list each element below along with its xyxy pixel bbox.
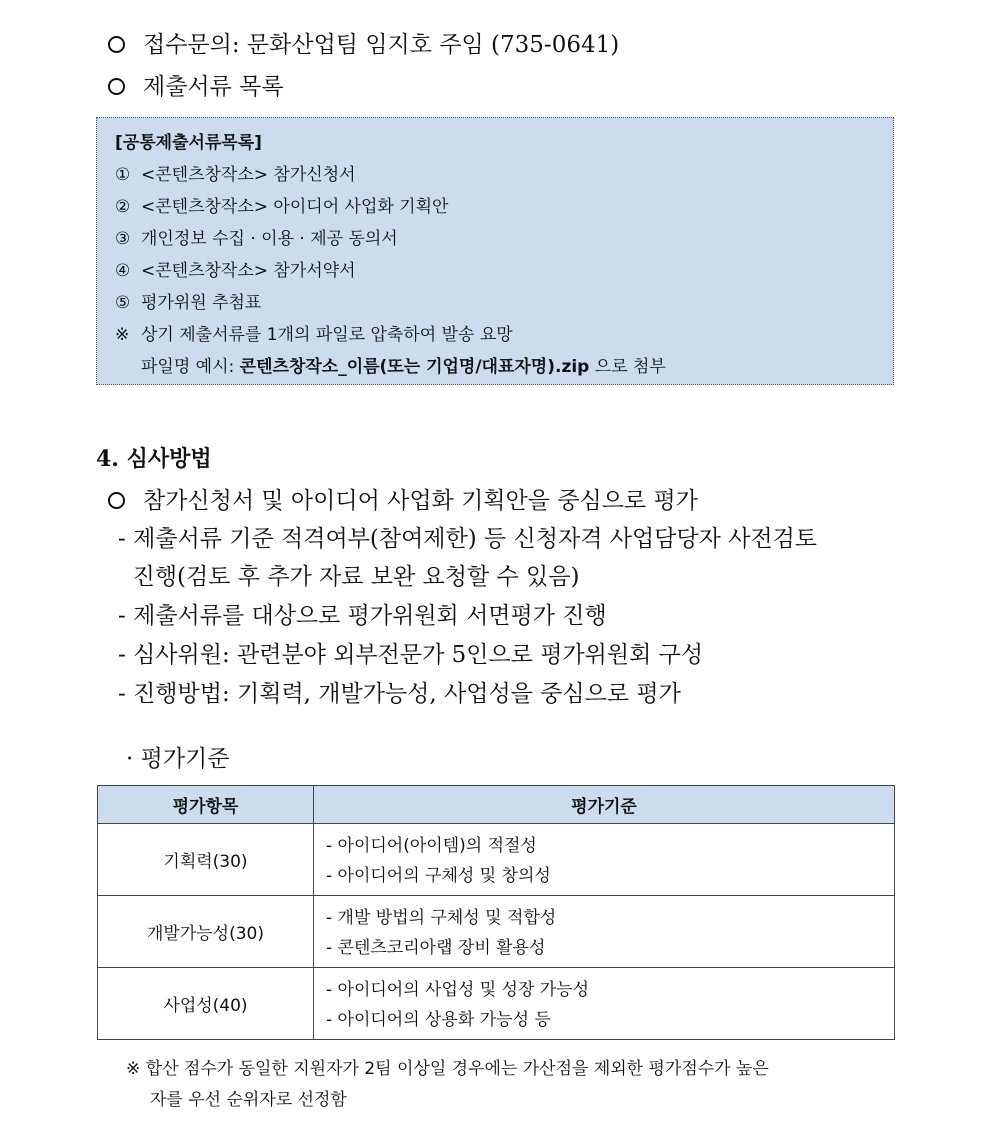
table-row — [98, 824, 895, 896]
section-heading: 4. 심사방법 — [96, 446, 212, 472]
circle-bullet-icon — [108, 36, 125, 53]
doc-item: ② <콘텐츠창작소> 아이디어 사업화 기획안 — [115, 197, 449, 217]
dash-item-continued: 진행(검토 후 추가 자료 보완 요청할 수 있음) — [118, 564, 580, 590]
docbox-title: [공통제출서류목록] — [115, 133, 262, 153]
column-header: 평가항목 — [98, 786, 314, 824]
doc-item: ④ <콘텐츠창작소> 참가서약서 — [115, 261, 356, 281]
criteria-desc: - 아이디어(아이템)의 적절성 - 아이디어의 구체성 및 창의성 — [314, 824, 895, 896]
table-row — [98, 968, 895, 1040]
common-documents-box — [96, 117, 894, 385]
evaluation-criteria-table — [97, 785, 895, 1040]
doc-item: ⑤ 평가위원 추첨표 — [115, 293, 262, 313]
criteria-item: 기획력(30) — [98, 824, 314, 896]
section-main-line: 참가신청서 및 아이디어 사업화 기획안을 중심으로 평가 — [108, 482, 698, 515]
doc-list-title: 제출서류 목록 — [143, 74, 284, 100]
criteria-item: 개발가능성(30) — [98, 896, 314, 968]
column-header: 평가기준 — [314, 786, 895, 824]
footnote-line1: ※ 합산 점수가 동일한 지원자가 2팀 이상일 경우에는 가산점을 제외한 평가점수가 높은 — [126, 1059, 769, 1079]
criteria-item: 사업성(40) — [98, 968, 314, 1040]
circle-bullet-icon — [108, 492, 125, 509]
footnote-mark: ※ — [126, 1059, 141, 1079]
inquiry-line — [108, 26, 619, 59]
criteria-desc: - 아이디어의 사업성 및 성장 가능성 - 아이디어의 상용화 가능성 등 — [314, 968, 895, 1040]
doc-item: ① <콘텐츠창작소> 참가신청서 — [115, 165, 356, 185]
dash-item: - 제출서류를 대상으로 평가위원회 서면평가 진행 — [118, 603, 607, 629]
table-row — [98, 896, 895, 968]
docbox-note: ※ 상기 제출서류를 1개의 파일로 압축하여 발송 요망 — [115, 325, 513, 345]
criteria-desc: - 개발 방법의 구체성 및 적합성 - 콘텐츠코리아랩 장비 활용성 — [314, 896, 895, 968]
dash-item: - 제출서류 기준 적격여부(참여제한) 등 신청자격 사업담당자 사전검토 — [118, 526, 817, 552]
footnote-line2: 자를 우선 순위자로 선정함 — [150, 1090, 347, 1110]
criteria-label: · 평가기준 — [126, 746, 230, 772]
file-example-name: 콘텐츠창작소_이름(또는 기업명/대표자명).zip — [239, 357, 590, 377]
doc-item: ③ 개인정보 수집 · 이용 · 제공 동의서 — [115, 229, 398, 249]
table-header-row — [98, 786, 895, 824]
dash-item: - 심사위원: 관련분야 외부전문가 5인으로 평가위원회 구성 — [118, 642, 704, 668]
dash-item: - 진행방법: 기획력, 개발가능성, 사업성을 중심으로 평가 — [118, 681, 681, 707]
file-name-example: 파일명 예시: 콘텐츠창작소_이름(또는 기업명/대표자명).zip 으로 첨부 — [141, 357, 666, 377]
circle-bullet-icon — [108, 78, 125, 95]
doc-list-line — [108, 68, 284, 101]
inquiry-text: 접수문의: 문화산업팀 임지호 주임 (735-0641) — [143, 32, 620, 58]
